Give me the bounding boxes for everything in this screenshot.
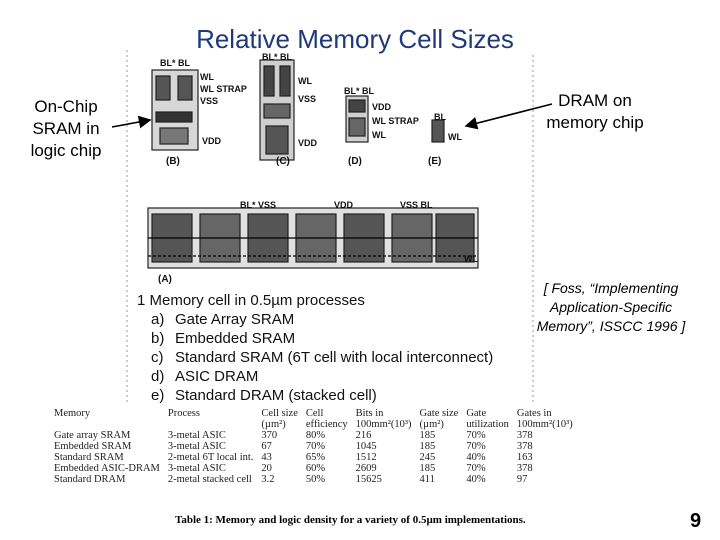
table-row: Gate array SRAM 3-metal ASIC 370 80% 216 185 70% 378 [54,430,533,441]
list-item: d) ASIC DRAM [151,368,259,385]
density-table-container [50,408,577,485]
label-b-vdd: VDD [202,136,222,146]
label-a-vdd: VDD [334,200,354,210]
label-a-wl: WL [464,254,478,264]
label-d-bitlines: BL* BL [344,86,374,96]
cell-layouts-drawing [130,48,530,288]
header-process: Process [167,408,200,419]
memory-cell-figure [130,48,530,288]
label-c-bitlines: BL* BL [262,52,292,62]
label-b-bitlines: BL* BL [160,58,190,68]
list-item: c) Standard SRAM (6T cell with local interconnect) [151,349,494,366]
callout-line: SRAM in [32,119,100,138]
label-d-wl-strap: WL STRAP [372,116,419,126]
caption-a: (A) [158,274,172,285]
label-e-wl: WL [448,132,462,142]
header-gate-size: Gate size [419,408,459,419]
table-row: Embedded SRAM 3-metal ASIC 67 70% 1045 185 70% 378 [54,441,533,452]
label-a-bl-vss: BL* VSS [240,200,277,210]
header-gate-utilization: Gate [466,408,487,419]
list-item: b) Embedded SRAM [151,330,296,347]
table-row: Standard DRAM 2-metal stacked cell 3.2 50% 15625 411 40% 97 [54,474,528,485]
header-bits: Bits in [355,408,384,419]
density-table [50,408,577,485]
citation-line: Memory”, ISSCC 1996 ] [536,318,686,334]
header-cell-efficiency: Cell [305,408,324,419]
label-b-wl: WL [200,72,214,82]
caption-b: (B) [166,156,180,167]
table-row: Standard SRAM 2-metal 6T local int. 43 65% 1512 245 40% 163 [54,452,533,463]
caption-d: (D) [348,156,362,167]
list-item: a) Gate Array SRAM [151,311,295,328]
callout-line: logic chip [30,141,102,160]
label-a-vss-bl: VSS BL [400,200,433,210]
callout-line: On-Chip [34,97,98,116]
caption-e: (E) [428,156,442,167]
caption-c: (C) [276,156,290,167]
callout-line: DRAM on [558,91,632,110]
table-header-row: (µm²) efficiency 100mm²(10³) (µm²) utilization 100mm²(10³) [261,419,573,430]
table-header-row [50,408,577,419]
header-gates: Gates in [516,408,552,419]
page-number: 9 [690,510,702,532]
list-item: e) Standard DRAM (stacked cell) [151,387,377,404]
callout-line: memory chip [546,113,644,132]
slide-title: Relative Memory Cell Sizes [196,24,514,54]
label-e-bl: BL [434,112,446,122]
citation-line: [ Foss, “Implementing [543,280,679,296]
label-b-vss: VSS [200,96,219,106]
header-cell-size: Cell size [261,408,298,419]
table-caption: Table 1: Memory and logic density for a variety of 0.5µm implementations. [175,514,526,526]
citation-line: Application-Specific [549,299,673,315]
label-c-vss: VSS [298,94,317,104]
table-row: Embedded ASIC-DRAM 3-metal ASIC 20 60% 2609 185 70% 378 [54,463,533,474]
label-d-vdd: VDD [372,102,392,112]
cell-type-list [137,291,532,405]
label-c-vdd: VDD [298,138,318,148]
label-c-wl: WL [298,76,312,86]
label-d-wl: WL [372,130,386,140]
header-memory: Memory [54,408,91,419]
list-heading: 1 Memory cell in 0.5µm processes [137,292,365,309]
label-b-wl-strap: WL STRAP [200,84,247,94]
